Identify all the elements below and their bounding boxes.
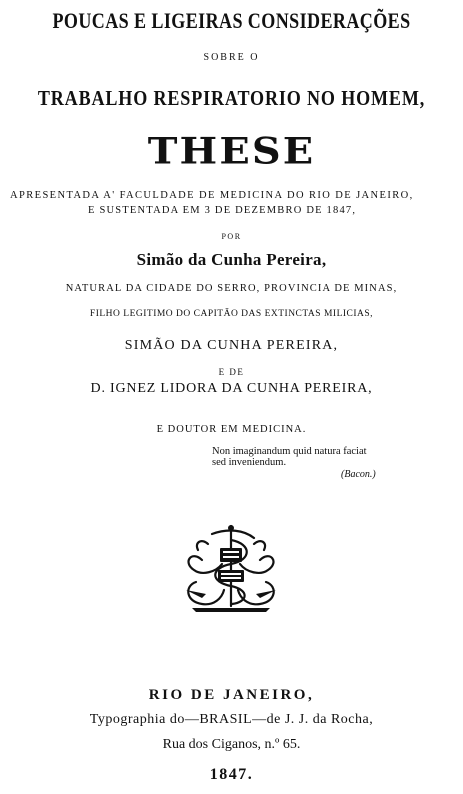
printer-line: Typographia do—BRASIL—de J. J. da Rocha, — [89, 712, 374, 727]
epigraph — [212, 446, 367, 468]
these-heading: THESE — [147, 129, 316, 172]
por-label: POR — [221, 232, 242, 241]
medical-emblem-icon — [172, 520, 290, 618]
mother-name: D. IGNEZ LIDORA DA CUNHA PEREIRA, — [90, 381, 373, 396]
father-name: SIMÃO DA CUNHA PEREIRA, — [124, 338, 339, 353]
city-line: RIO DE JANEIRO, — [148, 687, 315, 703]
epigraph-source: (Bacon.) — [341, 469, 376, 480]
epigraph-line-1: Non imaginandum quid natura faciat — [212, 446, 367, 457]
doutor-line: E DOUTOR EM MEDICINA. — [156, 424, 307, 435]
presented-line: APRESENTADA A' FACULDADE DE MEDICINA DO RIO DE JANEIRO, — [10, 190, 414, 201]
street-line: Rua dos Ciganos, n.º 65. — [162, 737, 301, 752]
title-line-2: TRABALHO RESPIRATORIO NO HOMEM, — [37, 86, 426, 110]
e-de-label: E DE — [218, 367, 245, 377]
author-name: Simão da Cunha Pereira, — [136, 250, 327, 269]
sobre-label: SOBRE O — [203, 52, 260, 63]
natural-line: NATURAL DA CIDADE DO SERRO, PROVINCIA DE MINAS, — [65, 283, 398, 294]
filho-line: FILHO LEGITIMO DO CAPITÃO DAS EXTINCTAS MILICIAS, — [89, 309, 374, 319]
epigraph-line-2: sed inveniendum. — [212, 457, 287, 468]
defended-line: E SUSTENTADA EM 3 DE DEZEMBRO DE 1847, — [88, 205, 357, 216]
title-line-1: POUCAS E LIGEIRAS CONSIDERAÇÕES — [52, 8, 411, 33]
publication-year: 1847. — [209, 766, 254, 783]
